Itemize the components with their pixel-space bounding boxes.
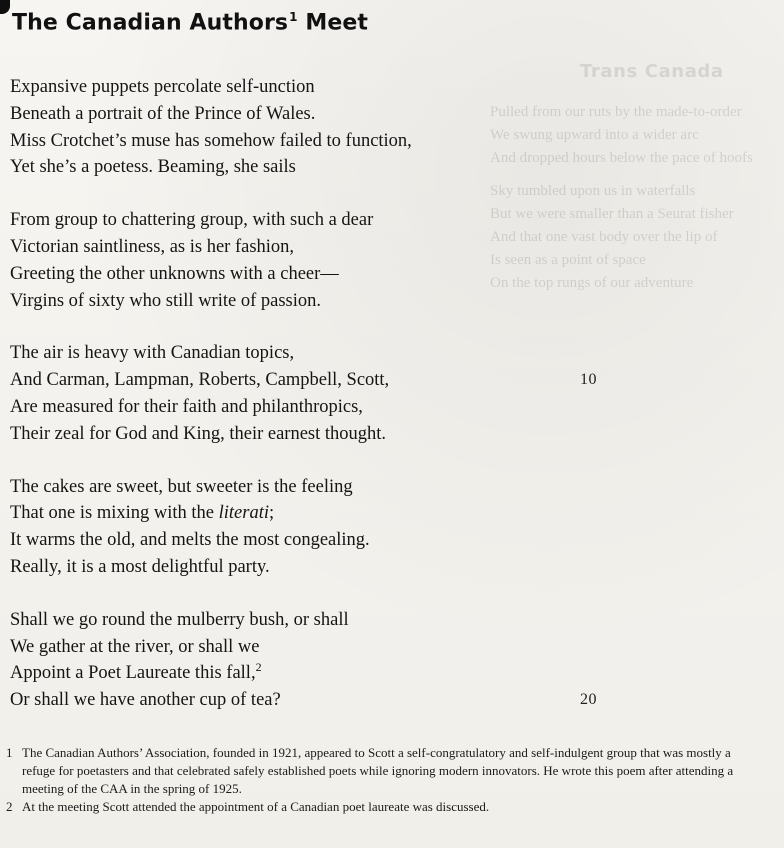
poem-line: Victorian saintliness, as is her fashion, [10, 236, 295, 257]
poem-line: From group to chattering group, with such a dear [10, 210, 374, 231]
poem-line: And Carman, Lampman, Roberts, Campbell, Scott, 10 [10, 367, 650, 394]
poem-line: Shall we go round the mulberry bush, or shall [10, 609, 349, 630]
corner-mark [0, 0, 10, 14]
poem-line: Their zeal for God and King, their earnest thought. [10, 423, 387, 444]
poem-line: Expansive puppets percolate self-unction [10, 77, 315, 97]
poem-line: Or shall we have another cup of tea? 20 [10, 687, 650, 714]
poem-line: Virgins of sixty who still write of passion. [10, 290, 321, 311]
poem-title-suffix: Meet [297, 10, 369, 36]
stanza [10, 474, 650, 581]
poem-line: Appoint a Poet Laureate this fall,$^2$ [10, 660, 262, 684]
poem-title [12, 10, 368, 35]
poem-line: Miss Crotchet’s muse has somehow failed to function, [10, 130, 412, 151]
poem-line: We gather at the river, or shall we [10, 636, 260, 657]
poem-line: Yet she’s a poetess. Beaming, she sails [10, 157, 296, 178]
footnote [6, 798, 766, 816]
poem-line: The air is heavy with Canadian topics, [10, 343, 295, 364]
footnote-marker-1: 1 [289, 10, 298, 24]
stanza [10, 340, 650, 447]
line-number: 10 [580, 371, 597, 389]
poem-line: It warms the old, and melts the most congealing. [10, 530, 370, 551]
poem-line: Greeting the other unknowns with a cheer— [10, 263, 339, 284]
bleed-through-text: Trans Canada Pulled from our ruts by the made-to-order We swung upward into a wider arc And dropped hours below the pace of hoofs Sky tumbled upon us in waterfalls But we were smaller than a Seurat fisher And that one vast body over the lip of Is seen as a point of space On the top rungs of our adventure [490, 60, 784, 295]
poem-line: Really, it is a most delightful party. [10, 556, 270, 577]
poem-line: The cakes are sweet, but sweeter is the feeling [10, 476, 353, 497]
italic-literati: literati [218, 503, 269, 524]
footnote-number: 2 [6, 799, 13, 814]
stanza [10, 74, 650, 181]
line-number: 20 [580, 691, 597, 709]
bleed-through-title: Trans Canada [580, 61, 724, 82]
footnotes [6, 744, 766, 816]
poem-line: Beneath a portrait of the Prince of Wales. [10, 103, 316, 124]
footnote-number: 1 [6, 745, 13, 760]
footnote-marker-2: 2 [255, 660, 262, 675]
poem-body [10, 74, 650, 714]
stanza [10, 607, 650, 714]
footnote-text: The Canadian Authors’ Association, founded in 1921, appeared to Scott a self-congratulatory and self-indulgent group that was mostly a refuge for poetasters and that celebrated safely established poets while ignoring modern innovators. He wrote this poem after attending a meeting of the CAA in the spring of 1925. [22, 745, 734, 796]
footnote-text: At the meeting Scott attended the appointment of a Canadian poet laureate was discussed. [22, 799, 490, 814]
stanza [10, 207, 650, 314]
footnote [6, 744, 766, 798]
poem-line: That one is mixing with the literati; [10, 503, 275, 524]
poem-title-text: The Canadian Authors [12, 10, 289, 36]
poem-line: Are measured for their faith and philanthropics, [10, 396, 363, 417]
